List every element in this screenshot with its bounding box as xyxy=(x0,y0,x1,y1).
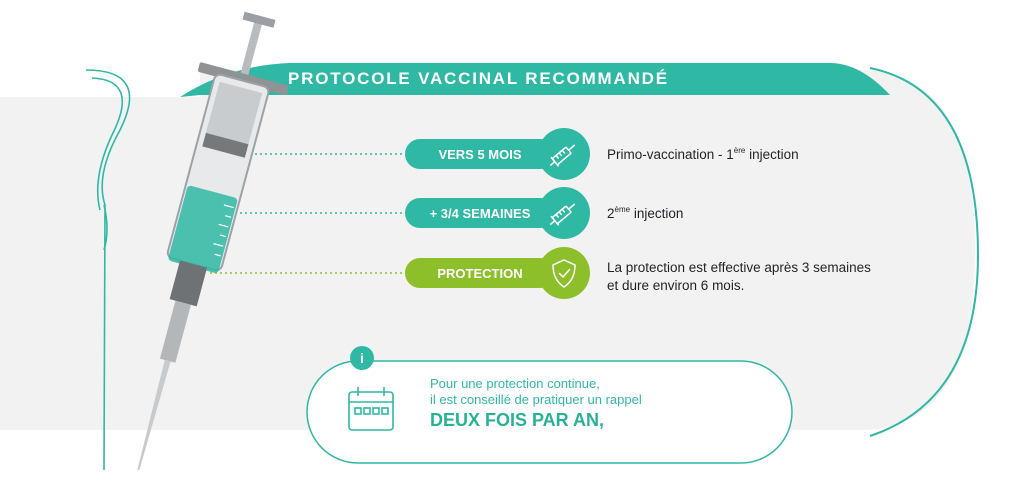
step-3-label: PROTECTION xyxy=(437,266,523,281)
page-title: PROTOCOLE VACCINAL RECOMMANDÉ xyxy=(288,69,669,88)
info-line-1: Pour une protection continue, xyxy=(430,376,600,391)
info-highlight: DEUX FOIS PAR AN, xyxy=(430,410,605,430)
step-3-description: La protection est effective après 3 semaines et dure environ 6 mois. xyxy=(607,260,871,293)
step-2-description: 2ème injection xyxy=(607,205,684,221)
step-1-description: Primo-vaccination - 1ère injection xyxy=(607,146,799,162)
info-icon: i xyxy=(360,350,364,366)
step-1-label: VERS 5 MOIS xyxy=(438,147,522,162)
step-2-label: + 3/4 SEMAINES xyxy=(429,206,531,221)
info-line-2: il est conseillé de pratiquer un rappel xyxy=(430,392,642,407)
